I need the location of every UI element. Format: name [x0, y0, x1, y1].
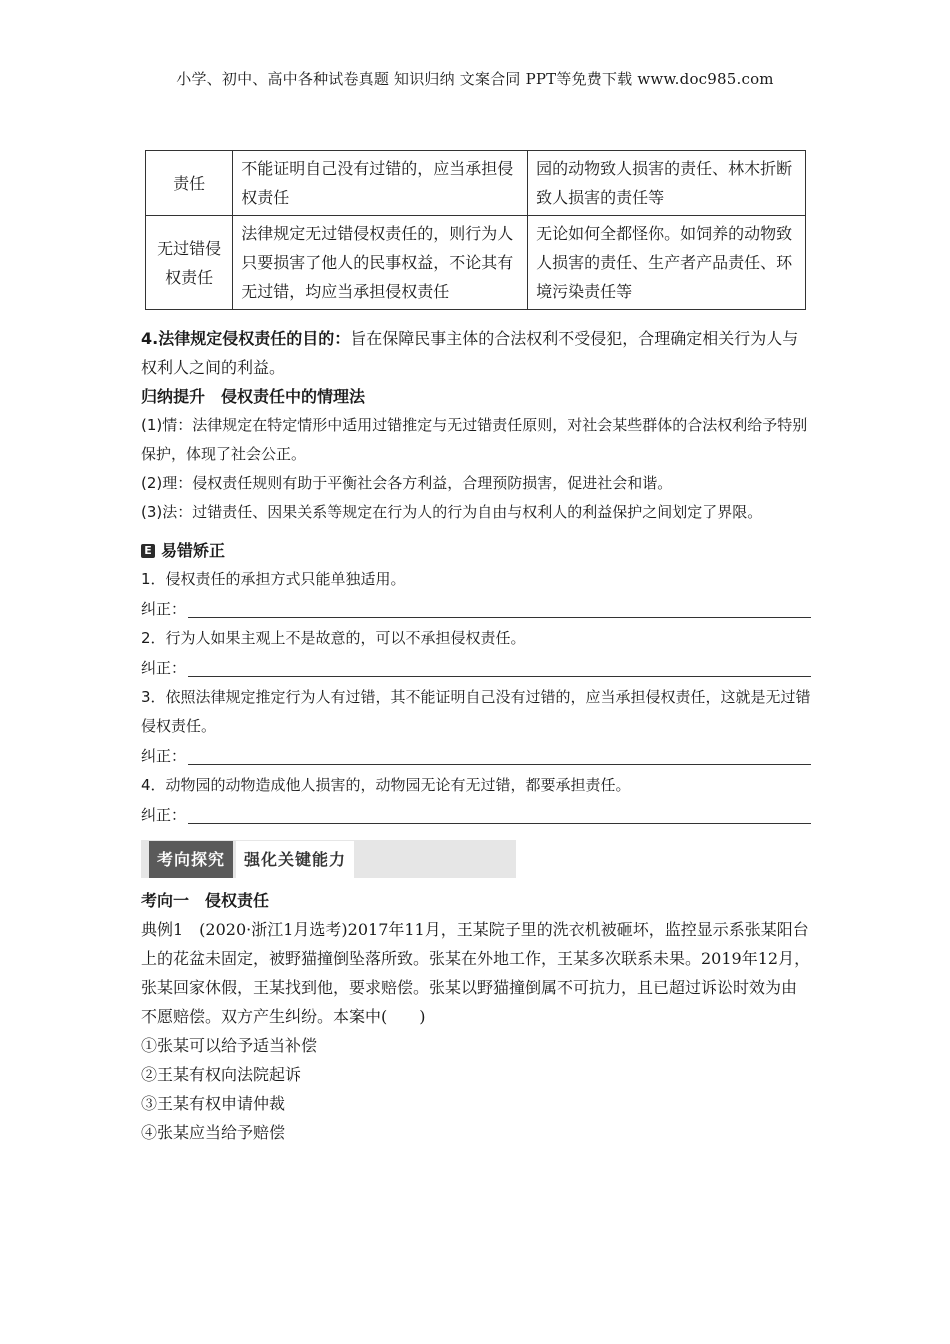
- page-header: 小学、初中、高中各种试卷真题 知识归纳 文案合同 PPT等免费下载 www.doc985.com: [176, 70, 774, 88]
- correction-label: 纠正：: [141, 600, 187, 618]
- error-correction-icon: E: [141, 544, 155, 558]
- answer-underline[interactable]: [188, 822, 811, 824]
- correction-label: 纠正：: [141, 806, 187, 824]
- answer-underline[interactable]: [188, 675, 811, 677]
- error-item: 1．侵权责任的承担方式只能单独适用。: [141, 570, 406, 588]
- table-cell: 责任: [146, 151, 233, 216]
- correction-line[interactable]: [141, 653, 811, 683]
- document-body: [141, 324, 811, 1147]
- option-item: ①张某可以给予适当补偿: [141, 1036, 318, 1055]
- correction-label: 纠正：: [141, 659, 187, 677]
- error-item: 4．动物园的动物造成他人损害的，动物园无论有无过错，都要承担责任。: [141, 776, 631, 794]
- example-text: 典例1 (2020·浙江1月选考)2017年11月，王某院子里的洗衣机被砸坏，监控显示系张某阳台上的花盆未固定，被野猫撞倒坠落所致。张某在外地工作，王某多次联系未果。2019年12月，张某回家休假，王某找到他，要求赔偿。张某以野猫撞倒属不可抗力，且已超过诉讼时效为由不愿赔偿。双方产生纠纷。本案中( ): [141, 920, 811, 1026]
- table-cell: 不能证明自己没有过错的，应当承担侵权责任: [233, 151, 528, 216]
- errors-title: 易错矫正: [161, 541, 226, 560]
- correction-label: 纠正：: [141, 747, 187, 765]
- error-item: 2．行为人如果主观上不是故意的，可以不承担侵权责任。: [141, 629, 526, 647]
- banner-right: 强化关键能力: [236, 841, 354, 878]
- correction-line[interactable]: [141, 741, 811, 771]
- table-cell: 无过错侵权责任: [146, 216, 233, 310]
- table-cell: 园的动物致人损害的责任、林木折断致人损害的责任等: [528, 151, 806, 216]
- table-cell: 无论如何全都怪你。如饲养的动物致人损害的责任、生产者产品责任、环境污染责任等: [528, 216, 806, 310]
- option-item: ④张某应当给予赔偿: [141, 1123, 286, 1142]
- direction-title: 考向一 侵权责任: [141, 891, 270, 910]
- point-4-label: 4.法律规定侵权责任的目的：: [141, 329, 351, 348]
- error-item: 3．依照法律规定推定行为人有过错，其不能证明自己没有过错的，应当承担侵权责任，这就是无过错侵权责任。: [141, 688, 811, 735]
- liability-table: [145, 150, 806, 310]
- table-row: [146, 216, 806, 310]
- answer-underline[interactable]: [188, 616, 811, 618]
- summary-item: (2)理：侵权责任规则有助于平衡社会各方利益，合理预防损害，促进社会和谐。: [141, 474, 673, 492]
- point-4: [141, 324, 811, 382]
- table-row: [146, 151, 806, 216]
- correction-line[interactable]: [141, 800, 811, 830]
- summary-item: (3)法：过错责任、因果关系等规定在行为人的行为自由与权利人的利益保护之间划定了界限。: [141, 503, 763, 521]
- point-4-text: 旨在保障民事主体的合法权利不受侵犯，合理确定相关行为人与权利人之间的利益。: [141, 329, 799, 377]
- table-cell: 法律规定无过错侵权责任的，则行为人只要损害了他人的民事权益，不论其有无过错，均应当承担侵权责任: [233, 216, 528, 310]
- summary-item: (1)情：法律规定在特定情形中适用过错推定与无过错责任原则，对社会某些群体的合法权利给予特别保护，体现了社会公正。: [141, 416, 808, 463]
- errors-heading: [141, 536, 811, 565]
- answer-underline[interactable]: [188, 763, 811, 765]
- correction-line[interactable]: [141, 594, 811, 624]
- option-item: ③王某有权申请仲裁: [141, 1094, 286, 1113]
- section-banner: [141, 840, 516, 878]
- summary-title: 归纳提升 侵权责任中的情理法: [141, 387, 366, 406]
- option-item: ②王某有权向法院起诉: [141, 1065, 302, 1084]
- banner-left: 考向探究: [149, 841, 233, 878]
